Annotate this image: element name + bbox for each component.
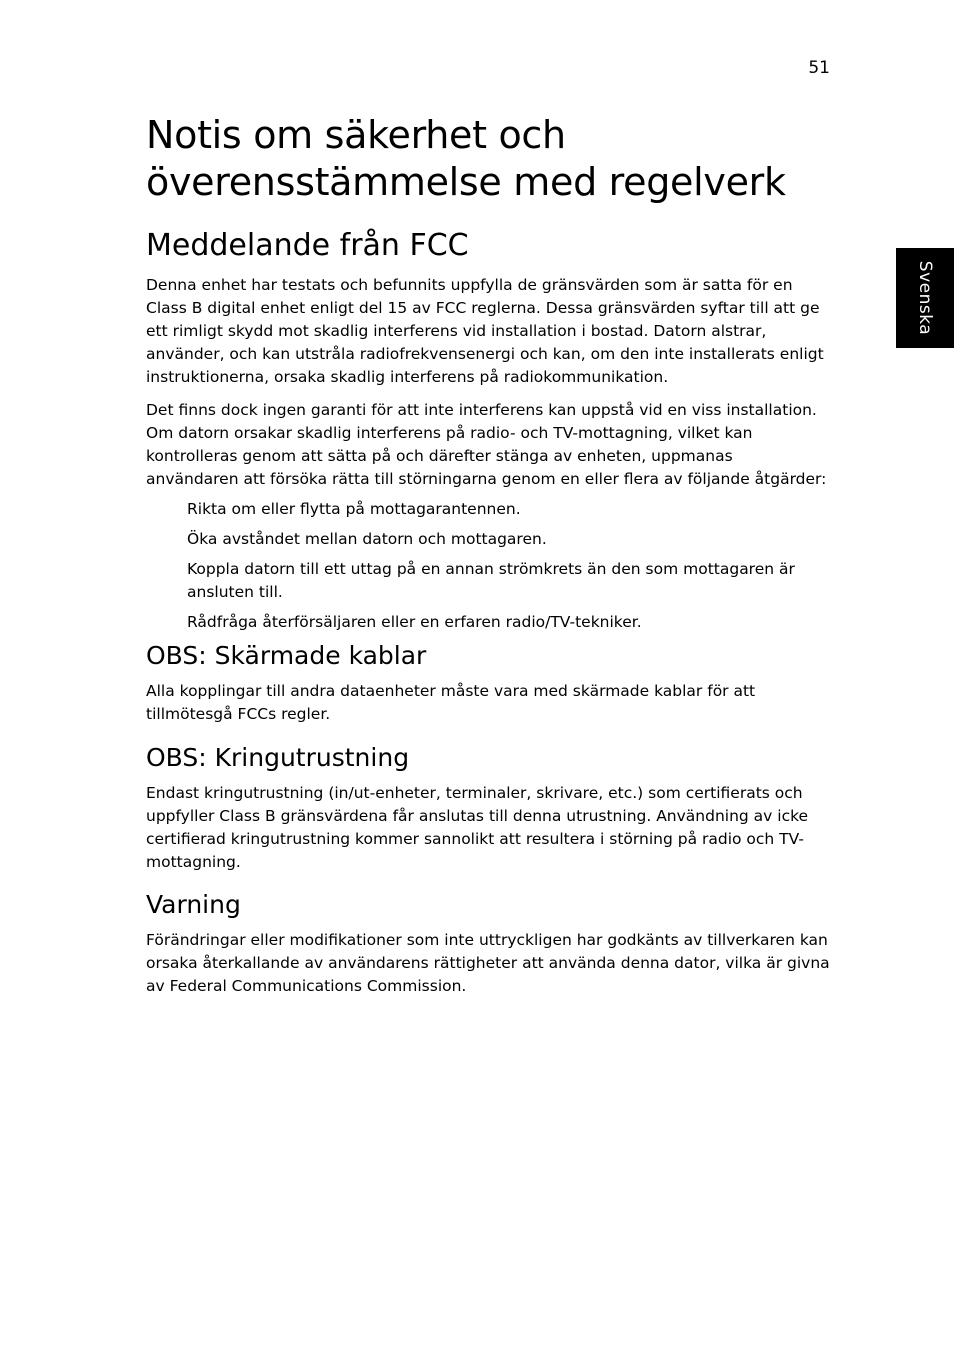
peripheral-paragraph: Endast kringutrustning (in/ut-enheter, terminaler, skrivare, etc.) som certifierats och uppfyller Class B gränsvärdena får anslutas till denna utrustning. Användning av icke certifierad kringutrustning kommer sannolikt att resultera i störning på radio och TV-mottagning.	[146, 784, 809, 871]
warning-paragraph: Förändringar eller modifikationer som inte uttryckligen har godkänts av tillverkaren kan orsaka återkallande av användarens rättigheter att använda denna dator, vilka är givna av Federal Communications Commission.	[146, 931, 830, 995]
fcc-paragraph-1: Denna enhet har testats och befunnits uppfylla de gränsvärden som är satta för en Class B digital enhet enligt del 15 av FCC reglerna. Dessa gränsvärden syftar till att ge ett rimligt skydd mot skadlig interferens vid installation i bostad. Datorn alstrar, använder, och kan utstråla radiofrekvensenergi och kan, om den inte installerats enligt instruktionerna, orsaka skadlig interferens på radiokommunikation.	[146, 276, 824, 386]
list-item: Rådfråga återförsäljaren eller en erfaren radio/TV-tekniker.	[187, 613, 642, 631]
page-content	[146, 112, 830, 998]
measures-list	[146, 498, 830, 634]
page-number: 51	[808, 58, 830, 78]
list-item: Öka avståndet mellan datorn och mottagaren.	[187, 530, 547, 548]
peripheral-heading: OBS: Kringutrustning	[146, 743, 410, 772]
list-item: Rikta om eller flytta på mottagarantennen.	[187, 500, 521, 518]
fcc-paragraph-2: Det finns dock ingen garanti för att inte interferens kan uppstå vid en viss installation. Om datorn orsakar skadlig interferens på radio- och TV-mottagning, vilket kan kontrolleras genom att sätta på och därefter stänga av enheten, uppmanas användaren att försöka rätta till störningarna genom en eller flera av följande åtgärder:	[146, 401, 827, 488]
language-tab	[896, 248, 954, 348]
fcc-heading: Meddelande från FCC	[146, 228, 469, 263]
list-item: Koppla datorn till ett uttag på en annan strömkrets än den som mottagaren är ansluten till.	[187, 560, 795, 601]
shielded-cables-heading: OBS: Skärmade kablar	[146, 641, 427, 670]
shielded-cables-paragraph: Alla kopplingar till andra dataenheter måste vara med skärmade kablar för att tillmötesgå FCCs regler.	[146, 682, 756, 723]
page-title: Notis om säkerhet och överensstämmelse med regelverk	[146, 113, 786, 204]
warning-heading: Varning	[146, 890, 241, 919]
language-tab-label: Svenska	[915, 260, 935, 336]
